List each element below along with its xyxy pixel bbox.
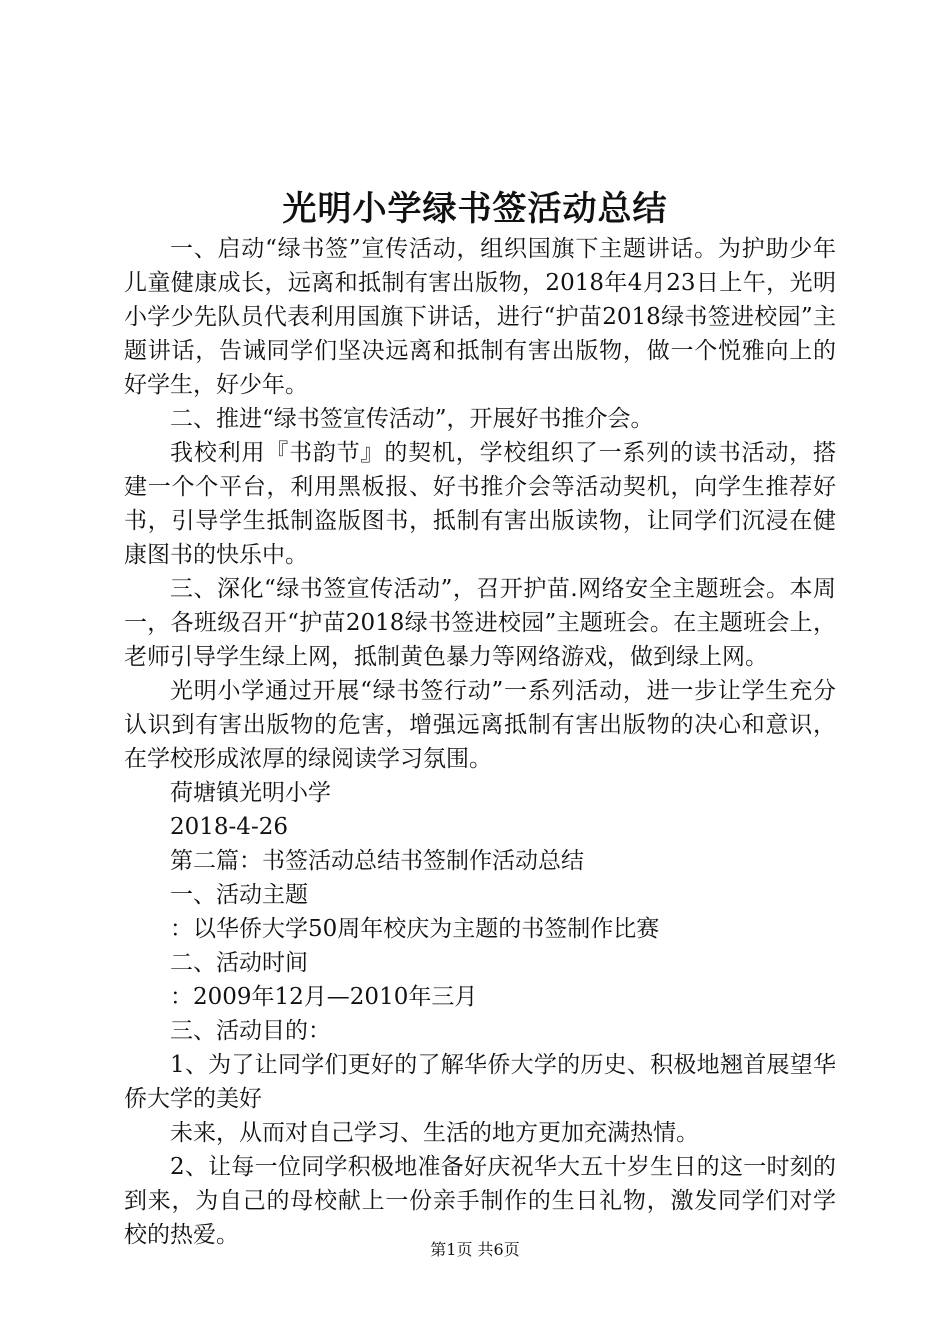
activity-theme-text: ：以华侨大学50周年校庆为主题的书签制作比赛 — [170, 916, 660, 942]
purpose-item-2: 2、让每一位同学积极地准备好庆祝华大五十岁生日的这一时刻的到来，为自己的母校献上一份亲手制作的生日礼物，激发同学们对学校的热爱。 — [124, 1154, 836, 1248]
paragraph-3: 我校利用『书韵节』的契机，学校组织了一系列的读书活动，搭建一个个平台，利用黑板报、好书推介会等活动契机，向学生推荐好书，引导学生抵制盗版图书，抵制有害出版读物，让同学们沉浸在健康图书的快乐中。 — [124, 440, 836, 568]
purpose-item-1: 1、为了让同学们更好的了解华侨大学的历史、积极地翘首展望华侨大学的美好 — [124, 1052, 836, 1112]
heading-activity-time: 二、活动时间 — [170, 950, 308, 976]
purpose-item-1-continued: 未来，从而对自己学习、生活的地方更加充满热情。 — [170, 1120, 699, 1146]
paragraph-4: 三、深化“绿书签宣传活动”，召开护苗.网络安全主题班会。本周一，各班级召开“护苗2018绿书签进校园”主题班会。在主题班会上，老师引导学生绿上网，抵制黄色暴力等网络游戏，做到绿上网。 — [124, 576, 836, 670]
activity-time-text: ：2009年12月—2010年三月 — [170, 984, 478, 1010]
heading-activity-purpose: 三、活动目的： — [170, 1018, 331, 1044]
heading-activity-theme: 一、活动主题 — [170, 882, 308, 908]
paragraph-2: 二、推进“绿书签宣传活动”，开展好书推介会。 — [170, 406, 654, 432]
signature-date: 2018-4-26 — [170, 814, 288, 840]
section-heading-part-two: 第二篇：书签活动总结书签制作活动总结 — [170, 848, 584, 874]
document-body — [124, 232, 836, 1252]
paragraph-1: 一、启动“绿书签”宣传活动，组织国旗下主题讲话。为护助少年儿童健康成长，远离和抵制有害出版物，2018年4月23日上午，光明小学少先队员代表利用国旗下讲话，进行“护苗2018绿书签进校园”主题讲话，告诫同学们坚决远离和抵制有害出版物，做一个悦雅向上的好学生，好少年。 — [124, 236, 836, 398]
document-title: 光明小学绿书签活动总结 — [282, 189, 668, 229]
signature-school: 荷塘镇光明小学 — [170, 780, 331, 806]
paragraph-5: 光明小学通过开展“绿书签行动”一系列活动，进一步让学生充分认识到有害出版物的危害，增强远离抵制有害出版物的决心和意识，在学校形成浓厚的绿阅读学习氛围。 — [124, 678, 836, 772]
page-number-footer: 第1页 共6页 — [430, 1240, 520, 1259]
